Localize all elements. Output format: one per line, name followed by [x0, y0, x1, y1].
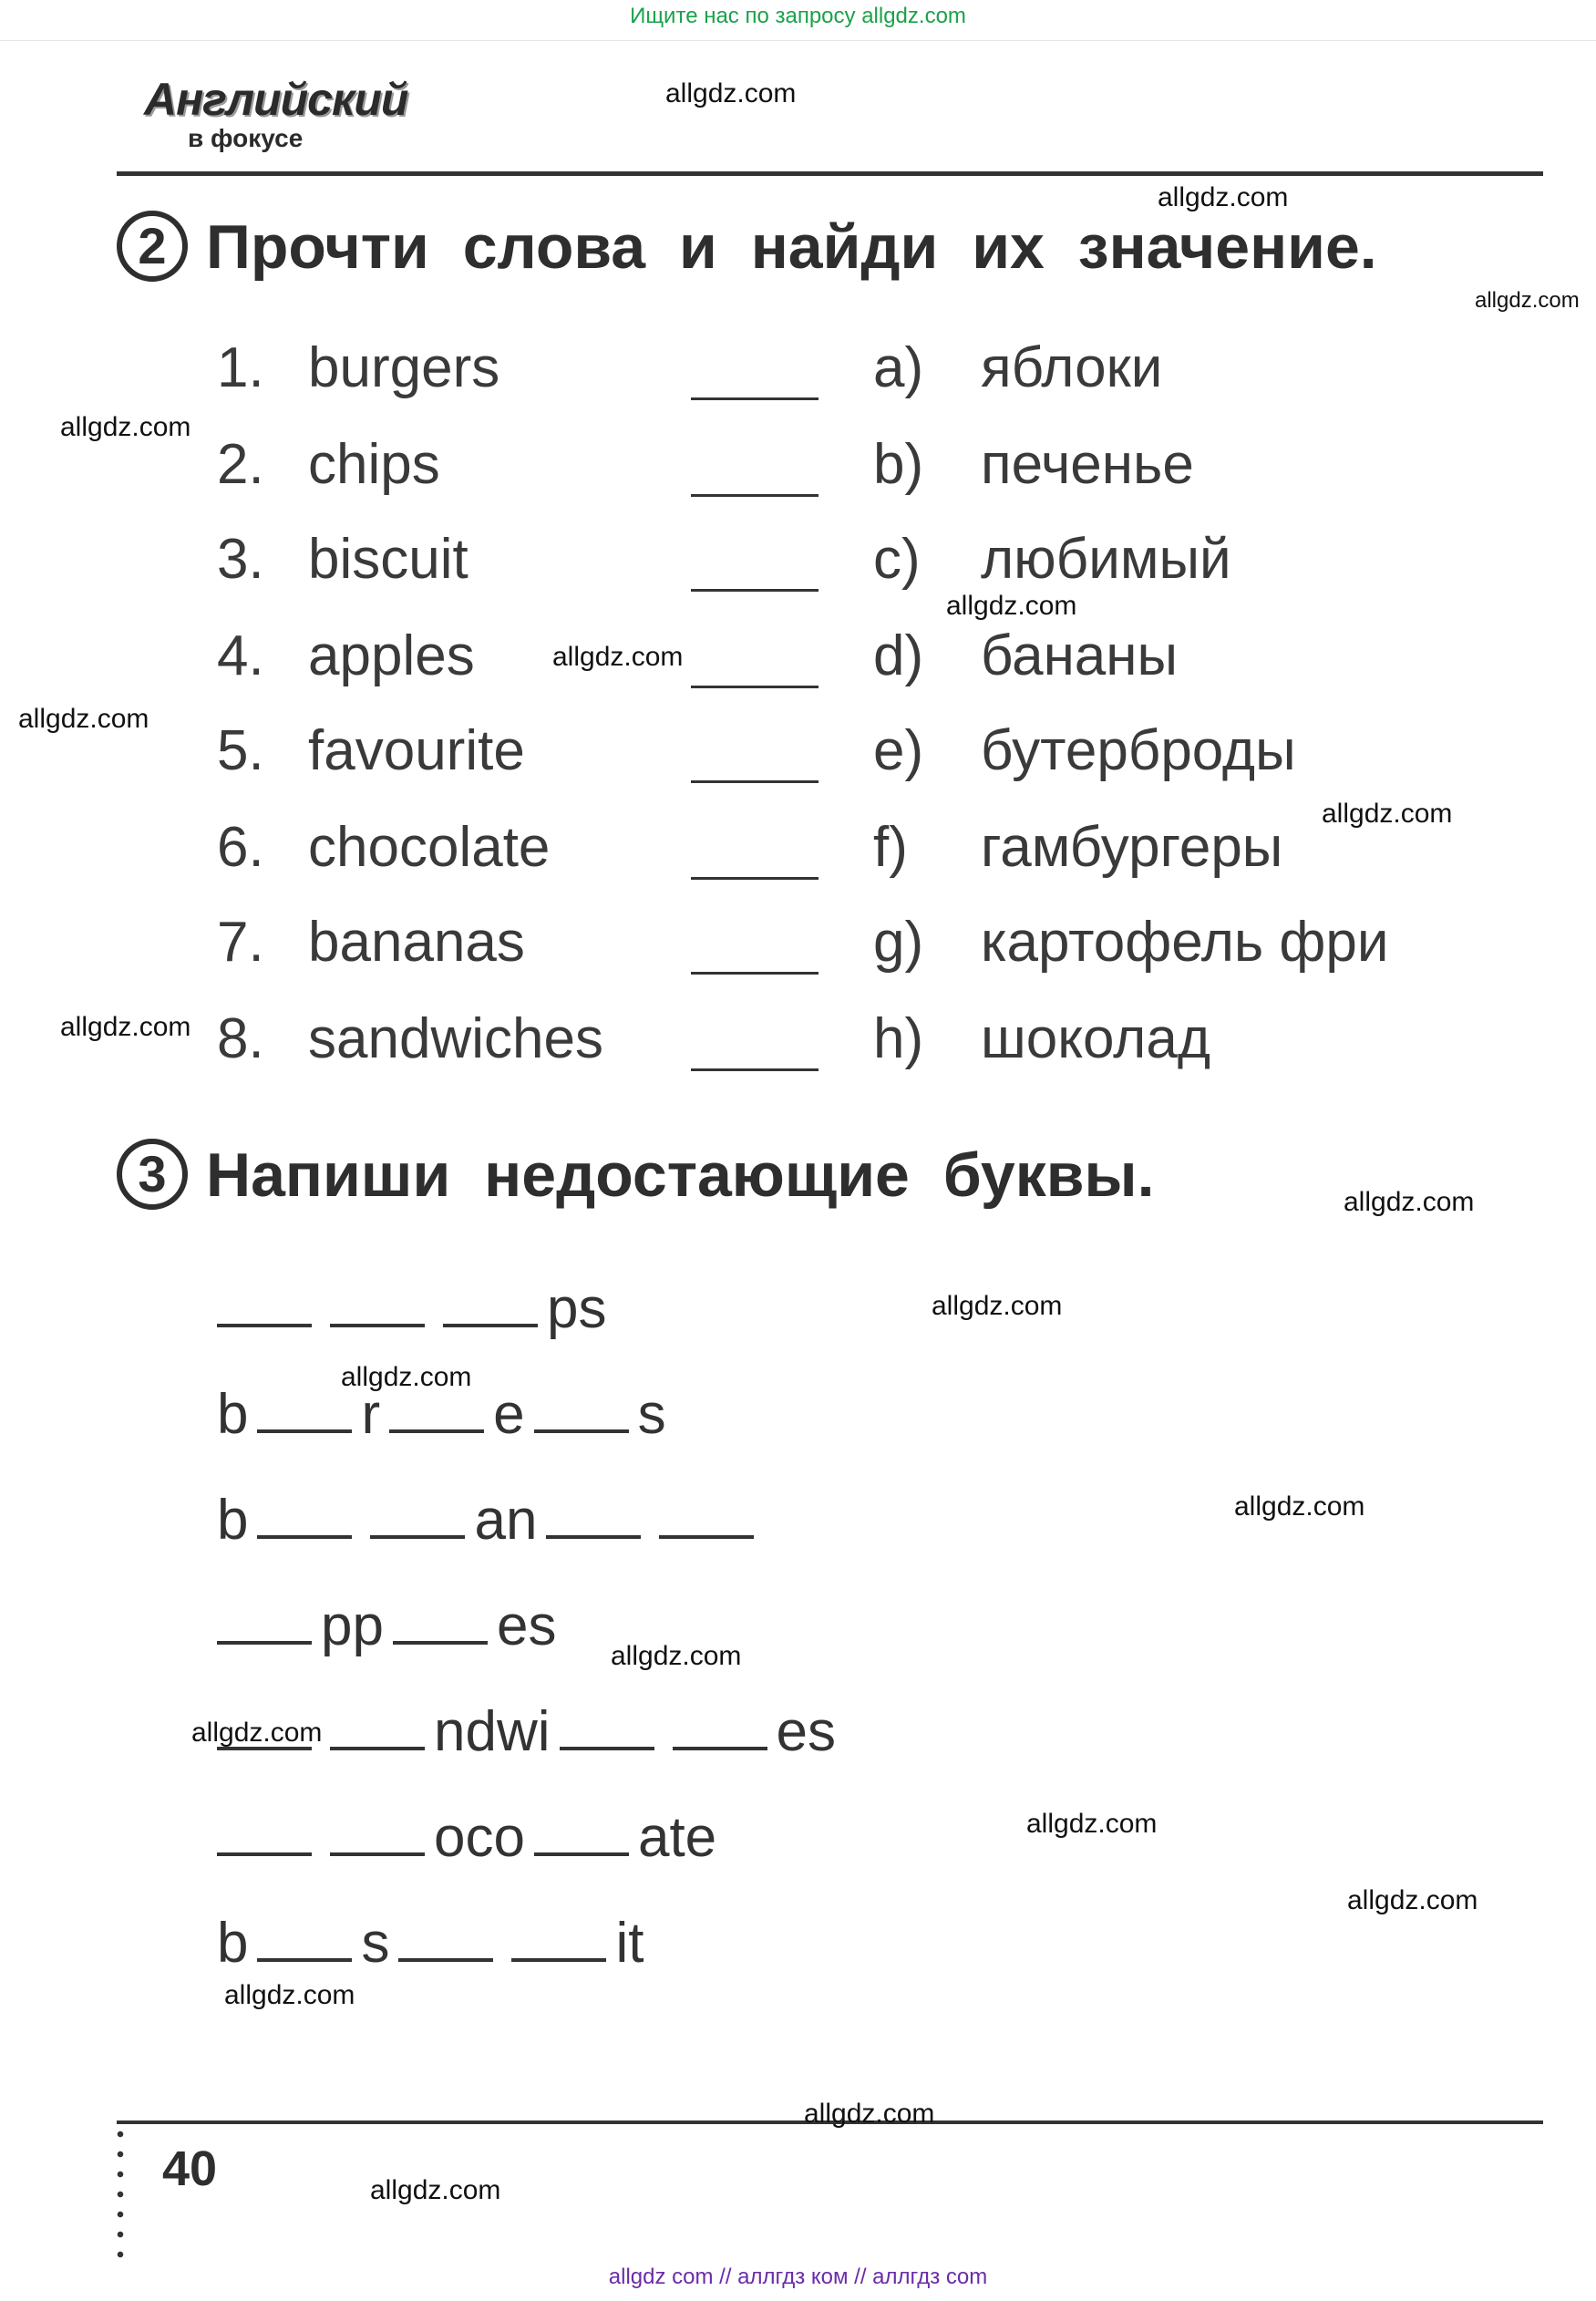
fill-row: b r e s [217, 1383, 666, 1446]
letter-gap[interactable] [217, 1641, 312, 1645]
choice-item: e) бутерброды [873, 719, 1296, 782]
watermark: allgdz.com [60, 412, 191, 442]
fill-row: oco ate [217, 1805, 716, 1870]
list-item: 2. chips [217, 433, 440, 496]
watermark: allgdz.com [224, 1980, 355, 2010]
letter-gap[interactable] [257, 1429, 352, 1433]
exercise-2-title: Прочти слова и найди их значение. [206, 212, 1377, 282]
list-item: 3. biscuit [217, 528, 469, 591]
answer-blank[interactable] [691, 780, 819, 783]
footer-links[interactable]: allgdz com // аллгдз ком // аллгдз com [608, 2265, 988, 2289]
letter-gap[interactable] [330, 1852, 425, 1856]
exercise-3-heading [117, 1140, 1155, 1215]
letter-gap[interactable] [511, 1958, 606, 1962]
list-item: 1. burgers [217, 336, 500, 399]
logo-subtitle: в фокусе [188, 124, 304, 152]
exercise-3-title: Напиши недостающие буквы. [206, 1140, 1155, 1210]
exercise-2-heading [117, 212, 1377, 287]
letter-gap[interactable] [389, 1429, 484, 1433]
letter-gap[interactable] [217, 1852, 312, 1856]
list-item: 8. sandwiches [217, 1007, 603, 1070]
list-item: 5. favourite [217, 719, 525, 782]
choice-item: d) бананы [873, 624, 1179, 687]
choice-item: c) любимый [873, 528, 1231, 591]
letter-gap[interactable] [370, 1535, 465, 1539]
fill-row: pp es [217, 1594, 556, 1658]
fill-row: b an [217, 1488, 763, 1553]
watermark: allgdz.com [1347, 1885, 1478, 1915]
watermark: allgdz.com [1344, 1187, 1475, 1217]
list-item: 6. chocolate [217, 816, 551, 879]
choice-item: f) гамбургеры [873, 816, 1283, 879]
watermark: allgdz.com [804, 2099, 935, 2129]
letter-gap[interactable] [330, 1747, 425, 1750]
choice-item: a) яблоки [873, 336, 1163, 399]
watermark: allgdz.com [1475, 288, 1580, 313]
answer-blank[interactable] [691, 494, 819, 497]
answer-blank[interactable] [691, 1068, 819, 1071]
book-logo [137, 71, 408, 162]
fill-row: b s it [217, 1912, 644, 1975]
watermark: allgdz.com [611, 1641, 742, 1671]
page-number: 40 [162, 2141, 218, 2196]
answer-blank[interactable] [691, 397, 819, 400]
watermark: allgdz.com [191, 1718, 323, 1748]
answer-blank[interactable] [691, 589, 819, 592]
letter-gap[interactable] [217, 1324, 312, 1327]
choice-item: b) печенье [873, 433, 1194, 496]
watermark: allgdz.com [1322, 799, 1453, 829]
watermark: allgdz.com [370, 2175, 501, 2205]
watermark: allgdz.com [932, 1291, 1063, 1321]
watermark: allgdz.com [665, 78, 797, 108]
watermark: allgdz.com [1158, 182, 1289, 212]
answer-blank[interactable] [691, 877, 819, 880]
watermark: allgdz.com [1234, 1491, 1365, 1522]
letter-gap[interactable] [534, 1429, 629, 1433]
letter-gap[interactable] [546, 1535, 641, 1539]
exercise-2-number: 2 [117, 211, 188, 282]
letter-gap[interactable] [673, 1747, 767, 1750]
letter-gap[interactable] [443, 1324, 538, 1327]
top-banner-link[interactable]: Ищите нас по запросу allgdz.com [630, 4, 966, 28]
dotted-margin [117, 2124, 124, 2261]
watermark: allgdz.com [946, 591, 1077, 621]
fill-row: ps [217, 1276, 606, 1341]
answer-blank[interactable] [691, 972, 819, 975]
watermark: allgdz.com [60, 1012, 191, 1042]
logo-title: Английский [144, 74, 408, 125]
list-item: 7. bananas [217, 911, 525, 974]
list-item: 4. apples [217, 624, 475, 687]
letter-gap[interactable] [398, 1958, 493, 1962]
watermark: allgdz.com [552, 642, 684, 672]
choice-item: g) картофель фри [873, 911, 1389, 974]
letter-gap[interactable] [330, 1324, 425, 1327]
letter-gap[interactable] [659, 1535, 754, 1539]
letter-gap[interactable] [257, 1958, 352, 1962]
exercise-3-number: 3 [117, 1139, 188, 1210]
watermark: allgdz.com [18, 704, 149, 734]
answer-blank[interactable] [691, 686, 819, 688]
letter-gap[interactable] [393, 1641, 488, 1645]
watermark: allgdz.com [341, 1362, 472, 1392]
header-divider [117, 171, 1543, 176]
banner-divider [0, 40, 1596, 41]
watermark: allgdz.com [1026, 1809, 1158, 1839]
letter-gap[interactable] [534, 1852, 629, 1856]
letter-gap[interactable] [560, 1747, 654, 1750]
letter-gap[interactable] [257, 1535, 352, 1539]
fill-row: ndwi es [217, 1699, 836, 1764]
choice-item: h) шоколад [873, 1007, 1210, 1070]
